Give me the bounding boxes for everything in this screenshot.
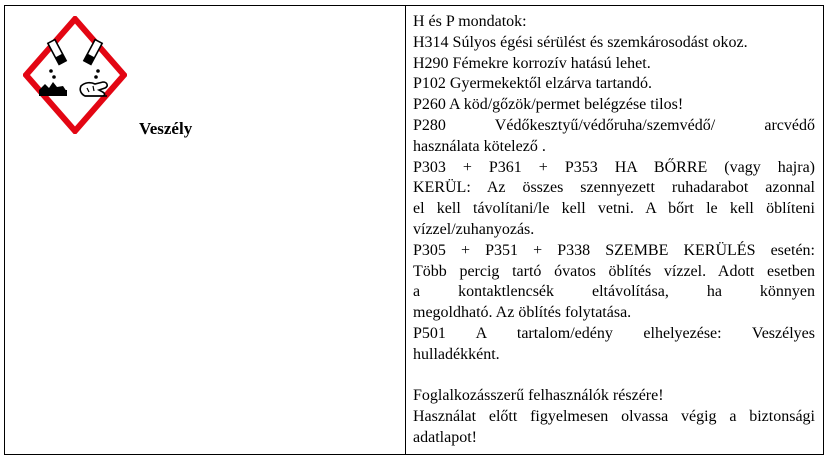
statement-line: el kell távolítani/le kell vetni. A bőrt le kell öblíteni bbox=[413, 200, 815, 218]
statement-line: Több percig tartó óvatos öblítés vízzel. Adott esetben bbox=[413, 262, 815, 280]
statement-line: KERÜL: Az összes szennyezett ruhadarabot azonnal bbox=[413, 179, 815, 197]
hazard-table bbox=[4, 5, 824, 455]
statement-line: H290 Fémekre korrozív hatású lehet. bbox=[413, 54, 651, 72]
statements-cell bbox=[406, 6, 823, 454]
statement-line: P260 A köd/gőzök/permet belégzése tilos! bbox=[413, 96, 684, 114]
statement-line: a kontaktlencsék eltávolítása, ha könnyen bbox=[413, 283, 815, 301]
statement-line: P280 Védőkesztyű/védőruha/szemvédő/ arcvédő bbox=[413, 116, 815, 134]
statement-line: megoldható. Az öblítés folytatása. bbox=[413, 304, 632, 322]
blank-line bbox=[413, 366, 815, 387]
corrosion-pictogram-icon bbox=[23, 16, 127, 134]
statements-text bbox=[413, 12, 815, 449]
statements-heading: H és P mondatok: bbox=[413, 13, 527, 30]
statement-line: P102 Gyermekektől elzárva tartandó. bbox=[413, 75, 653, 93]
statement-line: Foglalkozásszerű felhasználók részére! bbox=[413, 387, 664, 405]
statement-line: hulladékként. bbox=[413, 345, 500, 363]
statement-line: vízzel/zuhanyozás. bbox=[413, 220, 535, 238]
hazard-symbol-cell bbox=[5, 6, 406, 454]
statement-line: P303 + P361 + P353 HA BŐRRE (vagy hajra) bbox=[413, 158, 815, 176]
statement-line: H314 Súlyos égési sérülést és szemkárosodást okoz. bbox=[413, 33, 748, 51]
statement-line: adatlapot! bbox=[413, 428, 477, 446]
statement-line: P305 + P351 + P338 SZEMBE KERÜLÉS esetén: bbox=[413, 241, 815, 259]
signal-word: Veszély bbox=[139, 119, 193, 138]
statement-line: használata kötelező . bbox=[413, 137, 546, 155]
statement-line: Használat előtt figyelmesen olvassa végig a biztonsági bbox=[413, 408, 815, 426]
statement-line: P501 A tartalom/edény elhelyezése: Veszélyes bbox=[413, 324, 815, 342]
